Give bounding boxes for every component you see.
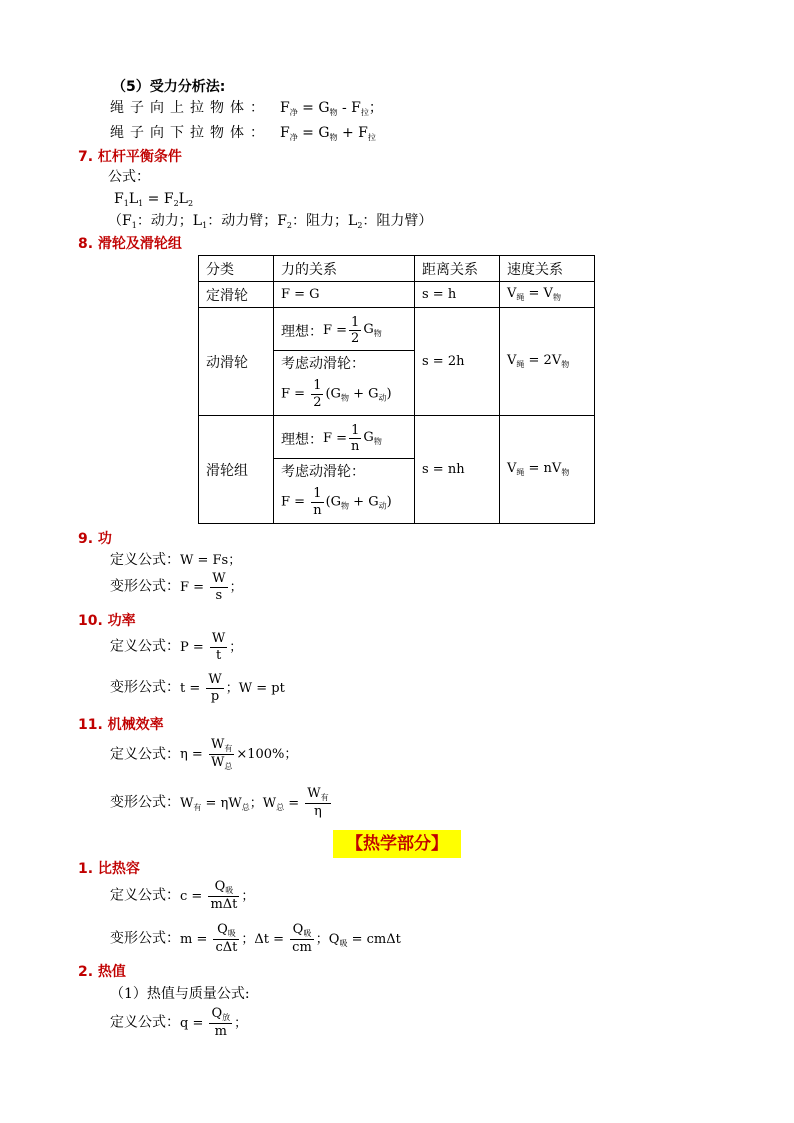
cell-block-distance: s = nh: [415, 416, 500, 524]
pull-down-formula: $F_净 = G_物 + F_拉$: [280, 125, 376, 142]
cell-fixed-pulley: 定滑轮: [199, 282, 274, 308]
heat-value-title: 2. 热值: [78, 964, 126, 980]
consider-label: 考虑动滑轮：: [281, 464, 365, 481]
efficiency-var: 变形公式：$W_有 = \eta W_总$；$W_总$ = $\frac{W_有}{\eta}$: [110, 786, 329, 820]
lever-formula: $F_1L_1 = F_2L_2$: [114, 191, 194, 208]
section-9-title: 9. 功: [78, 531, 112, 547]
section-11-title: 11. 机械效率: [78, 717, 164, 733]
header-speed: 速度关系: [500, 256, 595, 282]
header-force: 力的关系: [274, 256, 415, 282]
cell-block-speed: $V_绳 = nV_物$: [500, 416, 595, 524]
section-10-title: 10. 功率: [78, 613, 136, 629]
power-def: 定义公式：P = $\frac{W}{t}$ ；: [110, 631, 243, 663]
work-def: 定义公式：W = Fs；: [110, 552, 242, 568]
lever-note: （$F_1$：动力；$L_1$：动力臂；$F_2$：阻力；$L_2$：阻力臂）: [108, 213, 433, 230]
cell-block-consider: [274, 459, 414, 519]
header-category: 分类: [199, 256, 274, 282]
cell-movable-consider: [274, 351, 414, 411]
efficiency-def: 定义公式：η = $\frac{W_有}{W_总}$ ×100%；: [110, 737, 298, 772]
heat-section-banner: 【热学部分】: [333, 830, 461, 858]
cell-movable-ideal: 理想： F = $\frac{1}{2}$ $G_物$: [274, 311, 414, 351]
specific-heat-var: 变形公式：m = $\frac{Q_吸}{\text{cΔt}}$ ；Δt = $\frac{Q_吸}{cm}$ ；$Q_吸 = cm\Delta t$: [110, 922, 401, 956]
consider-label: 考虑动滑轮：: [281, 356, 365, 373]
cell-movable-distance: s = 2h: [415, 308, 500, 416]
pulley-table: [198, 255, 595, 524]
cell-pulley-block: 滑轮组: [199, 416, 274, 524]
cell-fixed-distance: s = h: [415, 282, 500, 308]
movable-formula: F = $\frac{1}{2}$ $(G_物 + G_动)$: [281, 378, 392, 410]
heat-value-def: 定义公式：q = $\frac{Q_放}{m}$ ；: [110, 1006, 248, 1040]
section-8-title: 8. 滑轮及滑轮组: [78, 236, 182, 252]
power-var: 变形公式：t = $\frac{W}{p}$ ；W = pt: [110, 672, 285, 704]
specific-heat-title: 1. 比热容: [78, 861, 140, 877]
specific-heat-def: 定义公式：c = $\frac{Q_吸}{\text{mΔt}}$ ；: [110, 879, 255, 913]
section-5-title: （5）受力分析法:: [112, 79, 226, 95]
cell-block-ideal: 理想： F = $\frac{1}{n}$ $G_物$: [274, 419, 414, 459]
cell-movable-pulley: 动滑轮: [199, 308, 274, 416]
cell-movable-speed: $V_绳 = 2V_物$: [500, 308, 595, 416]
pull-down-label: 绳子向下拉物体：: [110, 125, 270, 141]
cell-fixed-speed: $V_绳 = V_物$: [500, 282, 595, 308]
heat-value-subtitle: （1）热值与质量公式:: [110, 986, 250, 1002]
pull-up-formula: $F_净 = G_物 - F_拉$；: [280, 100, 383, 117]
work-var: 变形公式：F = $\frac{W}{s}$ ；: [110, 571, 243, 603]
cell-fixed-force: F = G: [274, 282, 415, 308]
section-7-title: 7. 杠杆平衡条件: [78, 149, 182, 165]
header-distance: 距离关系: [415, 256, 500, 282]
block-formula: F = $\frac{1}{n}$ $(G_物 + G_动)$: [281, 486, 392, 518]
pull-up-label: 绳子向上拉物体：: [110, 100, 270, 116]
lever-formula-label: 公式：: [108, 169, 150, 185]
